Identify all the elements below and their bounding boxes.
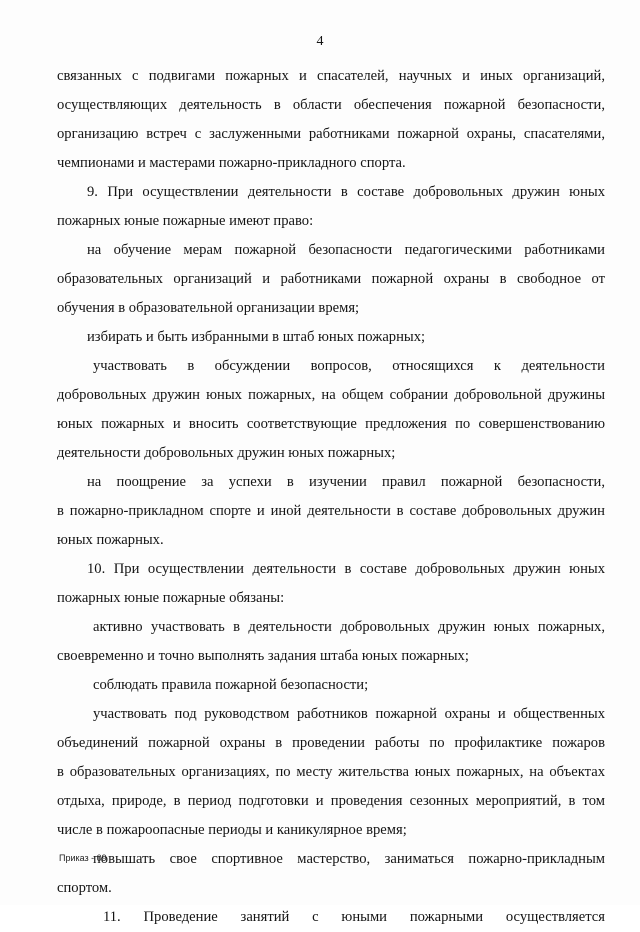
text-line: образовательных организаций и работниками пожарной охраны в свободное от [57, 271, 605, 287]
text-line: чемпионами и мастерами пожарно-прикладного спорта. [57, 155, 406, 171]
text-line: связанных с подвигами пожарных и спасателей, научных и иных организаций, [57, 68, 605, 84]
text-line: организацию встреч с заслуженными работниками пожарной охраны, спасателями, [57, 126, 605, 142]
paragraph-11-heading: 11. Проведение занятий с юными пожарными осуществляется [103, 909, 605, 925]
text-line: осуществляющих деятельность в области обеспечения пожарной безопасности, [57, 97, 605, 113]
text-line: юных пожарных. [57, 532, 164, 548]
text-line: юных пожарных и вносить соответствующие предложения по совершенствованию [57, 416, 605, 432]
text-line: на поощрение за успехи в изучении правил пожарной безопасности, [87, 474, 605, 490]
text-line: добровольных дружин юных пожарных, на общем собрании добровольной дружины [57, 387, 605, 403]
paragraph-10-heading: 10. При осуществлении деятельности в составе добровольных дружин юных [87, 561, 605, 577]
text-line: повышать свое спортивное мастерство, заниматься пожарно-прикладным [93, 851, 605, 867]
text-line: отдыха, природе, в период подготовки и проведения сезонных мероприятий, в том [57, 793, 605, 809]
text-line: числе в пожароопасные периоды и каникулярное время; [57, 822, 407, 838]
text-line: на обучение мерам пожарной безопасности педагогическими работниками [87, 242, 605, 258]
paragraph-9-heading: 9. При осуществлении деятельности в составе добровольных дружин юных [87, 184, 605, 200]
text-line: своевременно и точно выполнять задания штаба юных пожарных; [57, 648, 469, 664]
document-body [57, 62, 605, 932]
text-line: объединений пожарной охраны в проведении работы по профилактике пожаров [57, 735, 605, 751]
page-number: 4 [316, 34, 324, 49]
text-line: в пожарно-прикладном спорте и иной деятельности в составе добровольных дружин [57, 503, 605, 519]
text-line: активно участвовать в деятельности добровольных дружин юных пожарных, [93, 619, 605, 635]
text-line: спортом. [57, 880, 112, 896]
text-line: деятельности добровольных дружин юных пожарных; [57, 445, 396, 461]
text-line: участвовать в обсуждении вопросов, относящихся к деятельности [93, 358, 605, 374]
footer-order-label: Приказ - 09 [59, 853, 107, 863]
text-line: обучения в образовательной организации время; [57, 300, 360, 316]
text-line: соблюдать правила пожарной безопасности; [93, 677, 369, 693]
text-line: пожарных юные пожарные обязаны: [57, 590, 285, 606]
text-line: в образовательных организациях, по месту жительства юных пожарных, на объектах [57, 764, 605, 780]
text-line: пожарных юные пожарные имеют право: [57, 213, 314, 229]
text-line: участвовать под руководством работников пожарной охраны и общественных [93, 706, 605, 722]
text-line: избирать и быть избранными в штаб юных пожарных; [87, 329, 426, 345]
